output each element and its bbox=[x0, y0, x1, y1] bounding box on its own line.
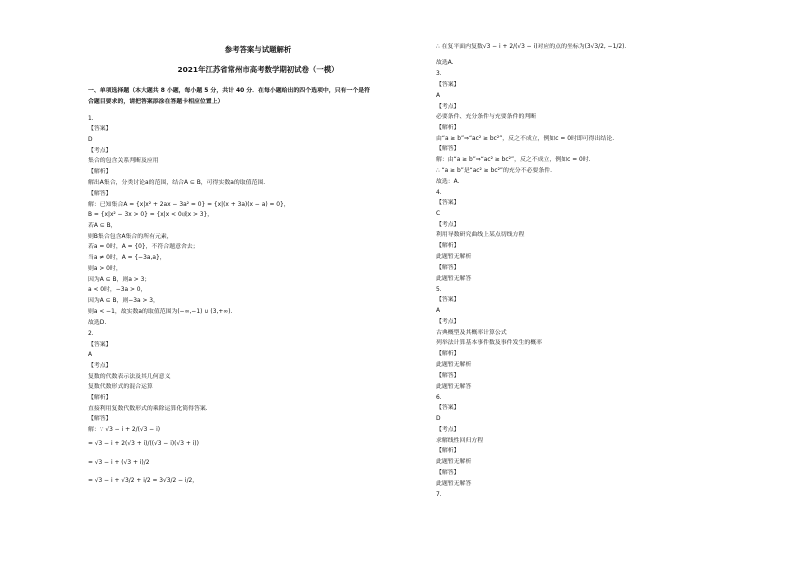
left-text-line: a < 0时，−3a > 0， bbox=[88, 287, 147, 293]
left-text-line: 【解答】 bbox=[88, 191, 112, 197]
left-text-line: 【解析】 bbox=[88, 395, 112, 401]
left-text-line: 解：∵ √3 − i + 2/(√3 − i) bbox=[88, 427, 161, 433]
left-text-line: 集合的包含关系判断及应用 bbox=[88, 158, 159, 164]
left-text-line: = √3 − i + 2(√3 + i)/((√3 − i)(√3 + i)) bbox=[88, 441, 199, 447]
right-text-line: 【解析】 bbox=[436, 448, 460, 454]
left-text-line: 若a = 0时，A = {0}，不符合题意舍去； bbox=[88, 244, 199, 250]
right-text-line: 此题暂无解析 bbox=[436, 362, 472, 368]
left-text-line: 故选D. bbox=[88, 320, 107, 326]
left-text-line: 复数代数形式的混合运算 bbox=[88, 384, 153, 390]
right-text-line: 【解答】 bbox=[436, 265, 460, 271]
right-text-line: 利用导数研究曲线上某点切线方程 bbox=[436, 232, 525, 238]
right-text-line: 此题暂无解析 bbox=[436, 459, 472, 465]
right-text-line: 【答案】 bbox=[436, 200, 460, 206]
left-text-line: 复数的代数表示法及其几何意义 bbox=[88, 374, 171, 380]
right-text-line: 【解答】 bbox=[436, 470, 460, 476]
right-text-line: 【考点】 bbox=[436, 319, 460, 325]
right-text-line: 【解答】 bbox=[436, 373, 460, 379]
right-text-line: 故选A. bbox=[436, 60, 454, 66]
left-text-line: B = {x|x² − 3x > 0} = {x|x < 0或x > 3}， bbox=[88, 212, 214, 218]
left-text-line: 解：已知集合A = {x|x² + 2ax − 3a² = 0} = {x|(x + 3a)(x − a) = 0}， bbox=[88, 202, 290, 208]
left-text-line: 1. bbox=[88, 116, 94, 122]
right-text-line: 【答案】 bbox=[436, 405, 460, 411]
right-text-line: 【考点】 bbox=[436, 222, 460, 228]
right-text-line: 【考点】 bbox=[436, 427, 460, 433]
right-text-line: 古典概型及其概率计算公式 bbox=[436, 330, 507, 336]
right-text-line: 由“a ≥ b”⇒“ac² ≥ bc²”，反之不成立，例如c = 0时即可得出结论. bbox=[436, 136, 615, 142]
left-text-line: 因为A ⊆ B，则a > 3； bbox=[88, 277, 151, 283]
left-text-line: 当a ≠ 0时，A = {−3a,a}， bbox=[88, 255, 166, 261]
left-text-line: 【答案】 bbox=[88, 342, 112, 348]
left-text-line: 【考点】 bbox=[88, 363, 112, 369]
left-text-line: = √3 − i + (√3 + i)/2 bbox=[88, 460, 150, 466]
right-text-line: 7. bbox=[436, 492, 442, 498]
right-text-line: 求解线性回归方程 bbox=[436, 438, 484, 444]
right-text-line: 【答案】 bbox=[436, 297, 460, 303]
right-text-line: C bbox=[436, 211, 441, 217]
right-text-line: 此题暂无解答 bbox=[436, 276, 472, 282]
right-text-line: 3. bbox=[436, 71, 442, 77]
left-text-line: 因为A ⊆ B，则−3a > 3， bbox=[88, 298, 159, 304]
left-text-line: 合题目要求的，请把答案添涂在答题卡相应位置上） bbox=[88, 99, 224, 105]
right-text-line: 故选：A. bbox=[436, 179, 460, 185]
left-text-line: A bbox=[88, 352, 93, 358]
left-text-line: = √3 − i + √3/2 + i/2 = 3√3/2 − i/2， bbox=[88, 478, 199, 484]
left-text-line: 则a > 0时， bbox=[88, 266, 122, 272]
left-text-line: 解出A集合，分类讨论a的范围，结合A ⊆ B，可得实数a的取值范围. bbox=[88, 180, 266, 186]
doc-title: 参考答案与试题解析 bbox=[224, 45, 292, 54]
right-text-line: 5. bbox=[436, 287, 442, 293]
right-text-line: ∴ “a ≥ b”是“ac² ≥ bc²”的充分不必要条件. bbox=[436, 168, 552, 174]
right-text-line: 【解析】 bbox=[436, 351, 460, 357]
left-text-line: 【考点】 bbox=[88, 148, 112, 154]
right-text-line: 【解答】 bbox=[436, 146, 460, 152]
right-text-line: 必要条件、充分条件与充要条件的判断 bbox=[436, 114, 537, 120]
left-text-line: 2. bbox=[88, 331, 94, 337]
left-text-line: 则B集合包含A集合的所有元素， bbox=[88, 234, 173, 240]
left-text-line: 直接利用复数代数形式的乘除运算化简得答案. bbox=[88, 406, 208, 412]
right-text-line: 此题暂无解析 bbox=[436, 254, 472, 260]
right-text-line: 【考点】 bbox=[436, 104, 460, 110]
right-text-line: A bbox=[436, 308, 441, 314]
right-text-line: ∴ 在复平面内复数√3 − i + 2/(√3 − i)对应的点的坐标为(3√3/2, −1/2)． bbox=[436, 44, 631, 50]
right-text-line: 【答案】 bbox=[436, 82, 460, 88]
left-text-line: 一、单项选择题（本大题共 8 小题，每小题 5 分，共计 40 分．在每小题给出的四个选项中，只有一个是符 bbox=[88, 88, 370, 94]
left-text-line: 则a < −1，故实数a的取值范围为(−∞,−1) ∪ (3,+∞). bbox=[88, 309, 233, 315]
right-text-line: 6. bbox=[436, 395, 442, 401]
right-text-line: 解：由“a ≥ b”⇒“ac² ≥ bc²”，反之不成立，例如c = 0时． bbox=[436, 157, 595, 163]
right-text-line: 【解析】 bbox=[436, 243, 460, 249]
left-text-line: D bbox=[88, 137, 93, 143]
right-text-line: D bbox=[436, 416, 441, 422]
right-text-line: 4. bbox=[436, 190, 442, 196]
left-text-line: 若A ⊆ B， bbox=[88, 223, 117, 229]
left-text-line: 【答案】 bbox=[88, 126, 112, 132]
right-text-line: 【解析】 bbox=[436, 125, 460, 131]
right-text-line: 列举法计算基本事件数及事件发生的概率 bbox=[436, 340, 543, 346]
right-text-line: 此题暂无解答 bbox=[436, 384, 472, 390]
right-text-line: A bbox=[436, 93, 441, 99]
right-text-line: 此题暂无解答 bbox=[436, 481, 472, 487]
doc-subtitle: 2021年江苏省常州市高考数学期初试卷（一模） bbox=[177, 65, 339, 74]
left-text-line: 【解答】 bbox=[88, 416, 112, 422]
left-text-line: 【解析】 bbox=[88, 169, 112, 175]
